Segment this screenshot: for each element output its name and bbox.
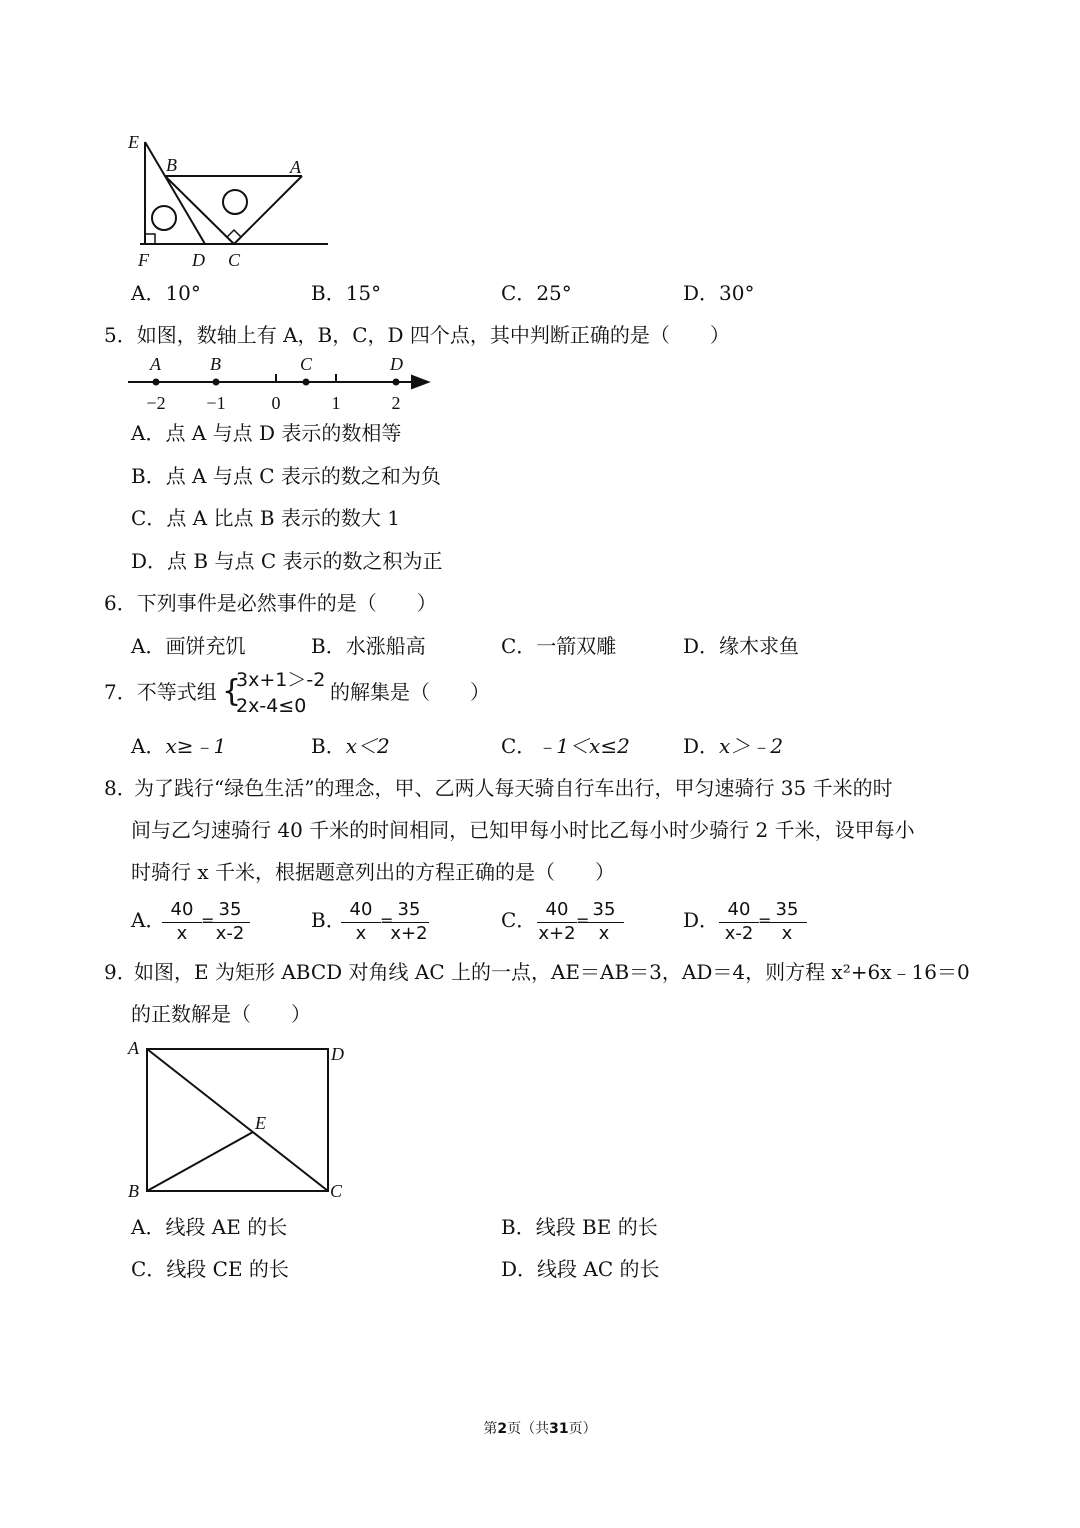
q8-c-left-fraction: $\frac{40}{x+2}$ <box>538 899 576 944</box>
q8-line-1: 为了践行“绿色生活”的理念，甲、乙两人每天骑自行车出行，甲匀速骑行 35 千米的时 <box>134 776 893 800</box>
circle-right <box>223 190 247 214</box>
q4-option-c[interactable]: C．25° <box>501 281 572 305</box>
q7-stem-before: 7．不等式组 <box>104 680 217 704</box>
q6-stem: 6．下列事件是必然事件的是（ ） <box>104 591 437 615</box>
q9-option-d[interactable]: D．线段 AC 的长 <box>501 1257 660 1281</box>
tick-label: 2 <box>391 393 401 413</box>
point-label-D: D <box>390 354 403 374</box>
q8-b-left-fraction: $\frac{40}{x}$ <box>341 899 381 945</box>
q9-line-2: 的正数解是（ ） <box>131 1002 311 1026</box>
q9-rectangle-figure <box>122 1036 354 1204</box>
q7-option-b[interactable]: B．x＜2 <box>311 734 390 758</box>
label-B: B <box>128 1181 139 1201</box>
label-D: D <box>331 1044 344 1064</box>
q7-stem-after: 的解集是（ ） <box>330 680 490 704</box>
point-label-A: A <box>150 354 161 374</box>
q7-option-c[interactable]: C．﹣1＜x≤2 <box>501 734 630 758</box>
diagonal-AC <box>147 1049 328 1191</box>
point-label-C: C <box>300 354 313 374</box>
label-A: A <box>128 1038 139 1058</box>
q9-option-b[interactable]: B．线段 BE 的长 <box>501 1215 658 1239</box>
label-E: E <box>255 1113 266 1133</box>
q4-option-d[interactable]: D．30° <box>683 281 755 305</box>
q5-option-a[interactable]: A．点 A 与点 D 表示的数相等 <box>131 421 402 445</box>
axis-arrow <box>412 376 428 388</box>
label-A: A <box>290 157 301 177</box>
label-F: F <box>138 250 149 270</box>
tick-label: 1 <box>331 393 341 413</box>
q8-b-right-fraction: $\frac{35}{x+2}$ <box>390 899 428 944</box>
q9-line-1: 如图，E 为矩形 ABCD 对角线 AC 上的一点，AE＝AB＝3，AD＝4，则方程 x²+6x﹣16＝0 <box>134 960 970 984</box>
page-footer: 第2页（共31页） <box>483 1421 597 1437</box>
label-C: C <box>228 250 241 270</box>
q7-option-a[interactable]: A．x≥﹣1 <box>131 734 227 758</box>
q8-a-left-fraction: $\frac{40}{x}$ <box>162 899 202 945</box>
tick-label: −2 <box>146 393 166 413</box>
point-C <box>303 379 310 386</box>
q9-option-c[interactable]: C．线段 CE 的长 <box>131 1257 289 1281</box>
q6-option-c[interactable]: C．一箭双雕 <box>501 634 617 658</box>
q7-brace: { <box>222 674 242 709</box>
q4-option-b[interactable]: B．15° <box>311 281 382 305</box>
right-angle-C <box>227 230 241 237</box>
q6-option-b[interactable]: B．水涨船高 <box>311 634 426 658</box>
q5-option-c[interactable]: C．点 A 比点 B 表示的数大 1 <box>131 506 400 530</box>
q6-option-a[interactable]: A．画饼充饥 <box>131 634 246 658</box>
q9-number: 9． <box>104 960 137 984</box>
point-D <box>393 379 400 386</box>
q8-line-2: 间与乙匀速骑行 40 千米的时间相同，已知甲每小时比乙每小时少骑行 2 千米，设甲每小 <box>131 818 915 842</box>
q5-option-b[interactable]: B．点 A 与点 C 表示的数之和为负 <box>131 464 441 488</box>
tick-label: −1 <box>206 393 226 413</box>
q8-d-left-fraction: $\frac{40}{x-2}$ <box>719 899 759 945</box>
q8-number: 8． <box>104 776 137 800</box>
label-C: C <box>330 1181 343 1201</box>
q8-c-right-fraction: $\frac{35}{x}$ <box>584 899 624 945</box>
tick-label: 0 <box>271 393 281 413</box>
q6-option-d[interactable]: D．缘木求鱼 <box>683 634 800 658</box>
q4-option-a[interactable]: A．10° <box>131 281 201 305</box>
label-B: B <box>166 155 177 175</box>
q5-option-d[interactable]: D．点 B 与点 C 表示的数之积为正 <box>131 549 443 573</box>
q9-option-a[interactable]: A．线段 AE 的长 <box>131 1215 288 1239</box>
point-label-B: B <box>210 354 221 374</box>
point-B <box>213 379 220 386</box>
circle-left <box>152 206 176 230</box>
q5-number-line <box>120 352 440 414</box>
q7-inequality-1: 3x+1＞-2 <box>236 669 326 691</box>
q5-stem: 5．如图，数轴上有 A，B，C，D 四个点，其中判断正确的是（ ） <box>104 323 730 347</box>
label-E: E <box>128 132 139 152</box>
q8-d-right-fraction: $\frac{35}{x}$ <box>767 899 807 945</box>
right-angle-F <box>145 234 155 244</box>
q8-line-3: 时骑行 x 千米，根据题意列出的方程正确的是（ ） <box>131 860 615 884</box>
point-A <box>153 379 160 386</box>
q7-system <box>236 667 325 719</box>
q4-figure <box>120 128 335 273</box>
q8-a-right-fraction: $\frac{35}{x-2}$ <box>210 899 250 945</box>
segment-BE <box>147 1132 253 1191</box>
label-D: D <box>192 250 205 270</box>
q7-inequality-2: 2x-4≤0 <box>236 695 307 717</box>
q7-option-d[interactable]: D．x＞﹣2 <box>683 734 784 758</box>
